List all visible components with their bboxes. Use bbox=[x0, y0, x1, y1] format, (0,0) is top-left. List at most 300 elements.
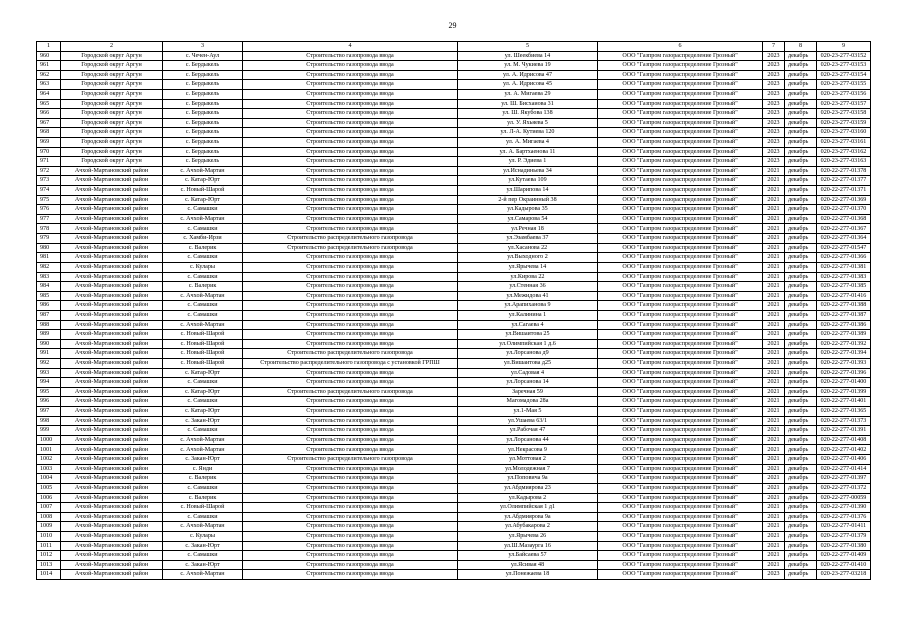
document-number-cell: 020-23-277-03156 bbox=[817, 89, 871, 99]
month-cell: декабрь bbox=[785, 282, 817, 292]
document-number-cell: 020-22-277-01416 bbox=[817, 291, 871, 301]
year-cell: 2021 bbox=[763, 503, 785, 513]
organization-cell: ООО "Газпром газораспределение Грозный" bbox=[598, 99, 763, 109]
table-row bbox=[37, 378, 871, 388]
organization-cell: ООО "Газпром газораспределение Грозный" bbox=[598, 61, 763, 71]
month-cell: декабрь bbox=[785, 512, 817, 522]
work-type-cell: Строительство газопровода ввода bbox=[243, 70, 458, 80]
month-cell: декабрь bbox=[785, 205, 817, 215]
document-number-cell: 020-22-277-01409 bbox=[817, 551, 871, 561]
district-cell: Ачхой-Мартановский район bbox=[61, 397, 163, 407]
organization-cell: ООО "Газпром газораспределение Грозный" bbox=[598, 512, 763, 522]
row-number-cell: 988 bbox=[37, 320, 61, 330]
year-cell: 2023 bbox=[763, 80, 785, 90]
work-type-cell: Строительство газопровода ввода bbox=[243, 483, 458, 493]
document-number-cell: 020-22-277-01383 bbox=[817, 272, 871, 282]
row-number-cell: 997 bbox=[37, 407, 61, 417]
work-type-cell: Строительство газопровода ввода bbox=[243, 426, 458, 436]
table-row bbox=[37, 407, 871, 417]
table-row bbox=[37, 349, 871, 359]
organization-cell: ООО "Газпром газораспределение Грозный" bbox=[598, 426, 763, 436]
address-cell: ул.Иснадиньева 34 bbox=[458, 166, 598, 176]
table-row bbox=[37, 272, 871, 282]
table-row bbox=[37, 426, 871, 436]
organization-cell: ООО "Газпром газораспределение Грозный" bbox=[598, 483, 763, 493]
district-cell: Ачхой-Мартановский район bbox=[61, 262, 163, 272]
row-number-cell: 1005 bbox=[37, 483, 61, 493]
district-cell: Ачхой-Мартановский район bbox=[61, 416, 163, 426]
organization-cell: ООО "Газпром газораспределение Грозный" bbox=[598, 157, 763, 167]
address-cell: ул.Абдмиярова 23 bbox=[458, 483, 598, 493]
address-cell: ул.Лорсанова 44 bbox=[458, 435, 598, 445]
month-cell: декабрь bbox=[785, 224, 817, 234]
month-cell: декабрь bbox=[785, 464, 817, 474]
row-number-cell: 1006 bbox=[37, 493, 61, 503]
organization-cell: ООО "Газпром газораспределение Грозный" bbox=[598, 234, 763, 244]
work-type-cell: Строительство газопровода ввода bbox=[243, 176, 458, 186]
district-cell: Ачхой-Мартановский район bbox=[61, 531, 163, 541]
district-cell: Ачхой-Мартановский район bbox=[61, 483, 163, 493]
address-cell: ул. Шеекбиева 14 bbox=[458, 51, 598, 61]
district-cell: Ачхой-Мартановский район bbox=[61, 349, 163, 359]
year-cell: 2021 bbox=[763, 483, 785, 493]
year-cell: 2023 bbox=[763, 70, 785, 80]
year-cell: 2021 bbox=[763, 234, 785, 244]
settlement-cell: с. Самашки bbox=[163, 378, 243, 388]
organization-cell: ООО "Газпром газораспределение Грозный" bbox=[598, 243, 763, 253]
address-cell: ул. Л-А. Кутиева 120 bbox=[458, 128, 598, 138]
month-cell: декабрь bbox=[785, 339, 817, 349]
year-cell: 2021 bbox=[763, 224, 785, 234]
district-cell: Ачхой-Мартановский район bbox=[61, 387, 163, 397]
work-type-cell: Строительство газопровода ввода bbox=[243, 464, 458, 474]
year-cell: 2021 bbox=[763, 474, 785, 484]
work-type-cell: Строительство газопровода ввода bbox=[243, 368, 458, 378]
row-number-cell: 993 bbox=[37, 368, 61, 378]
work-type-cell: Строительство газопровода ввода bbox=[243, 89, 458, 99]
year-cell: 2023 bbox=[763, 61, 785, 71]
address-cell: ул.Выходного 2 bbox=[458, 253, 598, 263]
row-number-cell: 1000 bbox=[37, 435, 61, 445]
address-cell: ул.Лорсанова 14 bbox=[458, 378, 598, 388]
address-cell: ул.Вишаитова д25 bbox=[458, 359, 598, 369]
document-number-cell: 020-22-277-00059 bbox=[817, 493, 871, 503]
district-cell: Ачхой-Мартановский район bbox=[61, 474, 163, 484]
work-type-cell: Строительство распределительного газопровода bbox=[243, 455, 458, 465]
organization-cell: ООО "Газпром газораспределение Грозный" bbox=[598, 137, 763, 147]
year-cell: 2021 bbox=[763, 378, 785, 388]
settlement-cell: с. Чечен-Аул bbox=[163, 51, 243, 61]
table-row bbox=[37, 570, 871, 580]
work-type-cell: Строительство газопровода ввода bbox=[243, 186, 458, 196]
work-type-cell: Строительство распределительного газопровода с установкой ГРПШ bbox=[243, 359, 458, 369]
work-type-cell: Строительство газопровода ввода bbox=[243, 397, 458, 407]
settlement-cell: с. Валерик bbox=[163, 474, 243, 484]
settlement-cell: с. Кулары bbox=[163, 531, 243, 541]
settlement-cell: с. Катар-Юрт bbox=[163, 195, 243, 205]
organization-cell: ООО "Газпром газораспределение Грозный" bbox=[598, 531, 763, 541]
district-cell: Ачхой-Мартановский район bbox=[61, 214, 163, 224]
work-type-cell: Строительство газопровода ввода bbox=[243, 157, 458, 167]
document-number-cell: 020-22-277-01379 bbox=[817, 531, 871, 541]
month-cell: декабрь bbox=[785, 503, 817, 513]
organization-cell: ООО "Газпром газораспределение Грозный" bbox=[598, 128, 763, 138]
table-row bbox=[37, 186, 871, 196]
row-number-cell: 1010 bbox=[37, 531, 61, 541]
address-cell: ул.Моттовая 2 bbox=[458, 455, 598, 465]
row-number-cell: 977 bbox=[37, 214, 61, 224]
work-type-cell: Строительство газопровода ввода bbox=[243, 224, 458, 234]
document-number-cell: 020-23-277-03161 bbox=[817, 137, 871, 147]
organization-cell: ООО "Газпром газораспределение Грозный" bbox=[598, 474, 763, 484]
address-cell: ул.Олимпийская 1 д.6 bbox=[458, 339, 598, 349]
district-cell: Ачхой-Мартановский район bbox=[61, 253, 163, 263]
address-cell: ул.Кутаева 109 bbox=[458, 176, 598, 186]
row-number-cell: 998 bbox=[37, 416, 61, 426]
month-cell: декабрь bbox=[785, 359, 817, 369]
address-cell: ул.Лорсанова д9 bbox=[458, 349, 598, 359]
document-number-cell: 020-22-277-01380 bbox=[817, 541, 871, 551]
month-cell: декабрь bbox=[785, 80, 817, 90]
table-row bbox=[37, 512, 871, 522]
month-cell: декабрь bbox=[785, 435, 817, 445]
row-number-cell: 979 bbox=[37, 234, 61, 244]
work-type-cell: Строительство газопровода ввода bbox=[243, 301, 458, 311]
settlement-cell: с. Самашки bbox=[163, 253, 243, 263]
district-cell: Ачхой-Мартановский район bbox=[61, 176, 163, 186]
year-cell: 2021 bbox=[763, 522, 785, 532]
organization-cell: ООО "Газпром газораспределение Грозный" bbox=[598, 349, 763, 359]
table-row bbox=[37, 147, 871, 157]
row-number-cell: 996 bbox=[37, 397, 61, 407]
year-cell: 2021 bbox=[763, 330, 785, 340]
address-cell: Заречная 59 bbox=[458, 387, 598, 397]
column-header: 7 bbox=[763, 42, 785, 52]
row-number-cell: 1008 bbox=[37, 512, 61, 522]
organization-cell: ООО "Газпром газораспределение Грозный" bbox=[598, 320, 763, 330]
work-type-cell: Строительство газопровода ввода bbox=[243, 474, 458, 484]
table-row bbox=[37, 541, 871, 551]
district-cell: Ачхой-Мартановский район bbox=[61, 541, 163, 551]
table-row bbox=[37, 166, 871, 176]
settlement-cell: с. Хамби-Ирзи bbox=[163, 234, 243, 244]
table-row bbox=[37, 137, 871, 147]
work-type-cell: Строительство газопровода ввода bbox=[243, 445, 458, 455]
table-row bbox=[37, 262, 871, 272]
address-cell: ул.Сагаева 4 bbox=[458, 320, 598, 330]
district-cell: Городской округ Аргун bbox=[61, 89, 163, 99]
settlement-cell: с. Самашки bbox=[163, 426, 243, 436]
year-cell: 2021 bbox=[763, 493, 785, 503]
row-number-cell: 992 bbox=[37, 359, 61, 369]
year-cell: 2021 bbox=[763, 407, 785, 417]
month-cell: декабрь bbox=[785, 570, 817, 580]
table-row bbox=[37, 531, 871, 541]
month-cell: декабрь bbox=[785, 378, 817, 388]
table-row bbox=[37, 291, 871, 301]
column-header: 8 bbox=[785, 42, 817, 52]
district-cell: Городской округ Аргун bbox=[61, 99, 163, 109]
document-number-cell: 020-22-277-01401 bbox=[817, 397, 871, 407]
organization-cell: ООО "Газпром газораспределение Грозный" bbox=[598, 359, 763, 369]
document-number-cell: 020-22-277-01399 bbox=[817, 387, 871, 397]
table-row bbox=[37, 551, 871, 561]
document-number-cell: 020-23-277-03158 bbox=[817, 109, 871, 119]
month-cell: декабрь bbox=[785, 493, 817, 503]
month-cell: декабрь bbox=[785, 426, 817, 436]
month-cell: декабрь bbox=[785, 157, 817, 167]
address-cell: ул.Эзамбаева 37 bbox=[458, 234, 598, 244]
table-row bbox=[37, 387, 871, 397]
document-number-cell: 020-22-277-01378 bbox=[817, 166, 871, 176]
district-cell: Ачхой-Мартановский район bbox=[61, 234, 163, 244]
district-cell: Ачхой-Мартановский район bbox=[61, 368, 163, 378]
month-cell: декабрь bbox=[785, 147, 817, 157]
organization-cell: ООО "Газпром газораспределение Грозный" bbox=[598, 310, 763, 320]
row-number-cell: 1009 bbox=[37, 522, 61, 532]
row-number-cell: 1003 bbox=[37, 464, 61, 474]
row-number-cell: 986 bbox=[37, 301, 61, 311]
month-cell: декабрь bbox=[785, 483, 817, 493]
district-cell: Ачхой-Мартановский район bbox=[61, 272, 163, 282]
table-row bbox=[37, 483, 871, 493]
year-cell: 2021 bbox=[763, 243, 785, 253]
district-cell: Ачхой-Мартановский район bbox=[61, 570, 163, 580]
address-cell: ул. У. Яхьяева 5 bbox=[458, 118, 598, 128]
year-cell: 2021 bbox=[763, 186, 785, 196]
organization-cell: ООО "Газпром газораспределение Грозный" bbox=[598, 282, 763, 292]
row-number-cell: 975 bbox=[37, 195, 61, 205]
year-cell: 2021 bbox=[763, 416, 785, 426]
document-number-cell: 020-22-277-01414 bbox=[817, 464, 871, 474]
work-type-cell: Строительство газопровода ввода bbox=[243, 560, 458, 570]
year-cell: 2021 bbox=[763, 531, 785, 541]
district-cell: Ачхой-Мартановский район bbox=[61, 301, 163, 311]
month-cell: декабрь bbox=[785, 387, 817, 397]
column-header: 2 bbox=[61, 42, 163, 52]
row-number-cell: 974 bbox=[37, 186, 61, 196]
organization-cell: ООО "Газпром газораспределение Грозный" bbox=[598, 262, 763, 272]
month-cell: декабрь bbox=[785, 70, 817, 80]
document-number-cell: 020-23-277-03153 bbox=[817, 61, 871, 71]
document-number-cell: 020-22-277-01406 bbox=[817, 455, 871, 465]
register-body bbox=[37, 51, 871, 580]
month-cell: декабрь bbox=[785, 99, 817, 109]
address-cell: ул. Р. Эдиева 1 bbox=[458, 157, 598, 167]
work-type-cell: Строительство газопровода ввода bbox=[243, 378, 458, 388]
row-number-cell: 995 bbox=[37, 387, 61, 397]
district-cell: Ачхой-Мартановский район bbox=[61, 503, 163, 513]
document-number-cell: 020-22-277-01402 bbox=[817, 445, 871, 455]
document-number-cell: 020-22-277-01367 bbox=[817, 224, 871, 234]
work-type-cell: Строительство газопровода ввода bbox=[243, 416, 458, 426]
year-cell: 2021 bbox=[763, 426, 785, 436]
work-type-cell: Строительство распределительного газопровода bbox=[243, 243, 458, 253]
address-cell: ул. Ш. Якубова 138 bbox=[458, 109, 598, 119]
month-cell: декабрь bbox=[785, 195, 817, 205]
document-number-cell: 020-22-277-01408 bbox=[817, 435, 871, 445]
year-cell: 2023 bbox=[763, 89, 785, 99]
address-cell: ул.Кадырова 35 bbox=[458, 205, 598, 215]
table-row bbox=[37, 99, 871, 109]
address-cell: ул. Ш. Бисхаиова 31 bbox=[458, 99, 598, 109]
table-row bbox=[37, 51, 871, 61]
row-number-cell: 971 bbox=[37, 157, 61, 167]
organization-cell: ООО "Газпром газораспределение Грозный" bbox=[598, 570, 763, 580]
address-cell: ул.Рабочая 47 bbox=[458, 426, 598, 436]
settlement-cell: с. Валерик bbox=[163, 282, 243, 292]
settlement-cell: с. Самашки bbox=[163, 483, 243, 493]
address-cell: ул.Кадырова 2 bbox=[458, 493, 598, 503]
row-number-cell: 1007 bbox=[37, 503, 61, 513]
organization-cell: ООО "Газпром газораспределение Грозный" bbox=[598, 272, 763, 282]
address-cell: ул.Калинина 1 bbox=[458, 310, 598, 320]
address-cell: ул.Вишаитова 25 bbox=[458, 330, 598, 340]
column-header: 3 bbox=[163, 42, 243, 52]
year-cell: 2021 bbox=[763, 205, 785, 215]
row-number-cell: 973 bbox=[37, 176, 61, 186]
document-number-cell: 020-22-277-01371 bbox=[817, 186, 871, 196]
work-type-cell: Строительство газопровода ввода bbox=[243, 551, 458, 561]
document-number-cell: 020-22-277-01393 bbox=[817, 359, 871, 369]
row-number-cell: 994 bbox=[37, 378, 61, 388]
month-cell: декабрь bbox=[785, 474, 817, 484]
document-number-cell: 020-22-277-01381 bbox=[817, 262, 871, 272]
year-cell: 2021 bbox=[763, 349, 785, 359]
district-cell: Ачхой-Мартановский район bbox=[61, 320, 163, 330]
document-number-cell: 020-22-277-01366 bbox=[817, 253, 871, 263]
year-cell: 2021 bbox=[763, 291, 785, 301]
year-cell: 2023 bbox=[763, 109, 785, 119]
document-number-cell: 020-22-277-01373 bbox=[817, 416, 871, 426]
district-cell: Ачхой-Мартановский район bbox=[61, 243, 163, 253]
work-type-cell: Строительство газопровода ввода bbox=[243, 61, 458, 71]
month-cell: декабрь bbox=[785, 253, 817, 263]
address-cell: ул.Олимпийская 1 д1 bbox=[458, 503, 598, 513]
document-number-cell: 020-23-277-03218 bbox=[817, 570, 871, 580]
work-type-cell: Строительство газопровода ввода bbox=[243, 137, 458, 147]
organization-cell: ООО "Газпром газораспределение Грозный" bbox=[598, 166, 763, 176]
table-row bbox=[37, 128, 871, 138]
document-number-cell: 020-22-277-01397 bbox=[817, 474, 871, 484]
organization-cell: ООО "Газпром газораспределение Грозный" bbox=[598, 176, 763, 186]
month-cell: декабрь bbox=[785, 330, 817, 340]
year-cell: 2021 bbox=[763, 301, 785, 311]
district-cell: Ачхой-Мартановский район bbox=[61, 282, 163, 292]
work-type-cell: Строительство газопровода ввода bbox=[243, 253, 458, 263]
header-row bbox=[37, 42, 871, 52]
month-cell: декабрь bbox=[785, 416, 817, 426]
document-number-cell: 020-22-277-01388 bbox=[817, 301, 871, 311]
table-row bbox=[37, 70, 871, 80]
month-cell: декабрь bbox=[785, 243, 817, 253]
organization-cell: ООО "Газпром газораспределение Грозный" bbox=[598, 464, 763, 474]
organization-cell: ООО "Газпром газораспределение Грозный" bbox=[598, 51, 763, 61]
document-number-cell: 020-23-277-03154 bbox=[817, 70, 871, 80]
row-number-cell: 1004 bbox=[37, 474, 61, 484]
organization-cell: ООО "Газпром газораспределение Грозный" bbox=[598, 147, 763, 157]
address-cell: ул. А. Бартхаенова 11 bbox=[458, 147, 598, 157]
settlement-cell: с. Янди bbox=[163, 464, 243, 474]
district-cell: Ачхой-Мартановский район bbox=[61, 359, 163, 369]
table-row bbox=[37, 214, 871, 224]
address-cell: ул.Ушаева 63/1 bbox=[458, 416, 598, 426]
address-cell: ул.Абубакарова 2 bbox=[458, 522, 598, 532]
work-type-cell: Строительство газопровода ввода bbox=[243, 407, 458, 417]
work-type-cell: Строительство газопровода ввода bbox=[243, 570, 458, 580]
year-cell: 2021 bbox=[763, 435, 785, 445]
table-row bbox=[37, 435, 871, 445]
address-cell: ул.1-Мая 5 bbox=[458, 407, 598, 417]
settlement-cell: с. Катар-Юрт bbox=[163, 368, 243, 378]
month-cell: декабрь bbox=[785, 291, 817, 301]
district-cell: Ачхой-Мартановский район bbox=[61, 551, 163, 561]
year-cell: 2021 bbox=[763, 560, 785, 570]
settlement-cell: с. Бердыкель bbox=[163, 137, 243, 147]
year-cell: 2023 bbox=[763, 51, 785, 61]
month-cell: декабрь bbox=[785, 214, 817, 224]
month-cell: декабрь bbox=[785, 551, 817, 561]
settlement-cell: с. Самашки bbox=[163, 512, 243, 522]
work-type-cell: Строительство газопровода ввода bbox=[243, 147, 458, 157]
month-cell: декабрь bbox=[785, 301, 817, 311]
organization-cell: ООО "Газпром газораспределение Грозный" bbox=[598, 407, 763, 417]
district-cell: Ачхой-Мартановский район bbox=[61, 339, 163, 349]
district-cell: Городской округ Аргун bbox=[61, 137, 163, 147]
organization-cell: ООО "Газпром газораспределение Грозный" bbox=[598, 109, 763, 119]
table-row bbox=[37, 89, 871, 99]
document-number-cell: 020-22-277-01376 bbox=[817, 512, 871, 522]
month-cell: декабрь bbox=[785, 445, 817, 455]
month-cell: декабрь bbox=[785, 522, 817, 532]
organization-cell: ООО "Газпром газораспределение Грозный" bbox=[598, 493, 763, 503]
address-cell: Магомадова 28а bbox=[458, 397, 598, 407]
year-cell: 2021 bbox=[763, 339, 785, 349]
work-type-cell: Строительство газопровода ввода bbox=[243, 262, 458, 272]
table-row bbox=[37, 416, 871, 426]
settlement-cell: с. Закан-Юрт bbox=[163, 560, 243, 570]
year-cell: 2021 bbox=[763, 282, 785, 292]
month-cell: декабрь bbox=[785, 118, 817, 128]
year-cell: 2023 bbox=[763, 128, 785, 138]
row-number-cell: 991 bbox=[37, 349, 61, 359]
work-type-cell: Строительство газопровода ввода bbox=[243, 99, 458, 109]
district-cell: Городской округ Аргун bbox=[61, 128, 163, 138]
row-number-cell: 968 bbox=[37, 128, 61, 138]
district-cell: Городской округ Аргун bbox=[61, 118, 163, 128]
column-header: 6 bbox=[598, 42, 763, 52]
settlement-cell: с. Бердыкель bbox=[163, 109, 243, 119]
settlement-cell: с. Новый-Шарой bbox=[163, 186, 243, 196]
document-number-cell: 020-22-277-01370 bbox=[817, 205, 871, 215]
work-type-cell: Строительство газопровода ввода bbox=[243, 493, 458, 503]
work-type-cell: Строительство газопровода ввода bbox=[243, 195, 458, 205]
settlement-cell: с. Самашки bbox=[163, 301, 243, 311]
address-cell: ул.Кирова 22 bbox=[458, 272, 598, 282]
row-number-cell: 962 bbox=[37, 70, 61, 80]
table-row bbox=[37, 118, 871, 128]
address-cell: ул. А. Идрисова 45 bbox=[458, 80, 598, 90]
row-number-cell: 984 bbox=[37, 282, 61, 292]
table-row bbox=[37, 339, 871, 349]
year-cell: 2021 bbox=[763, 176, 785, 186]
row-number-cell: 1002 bbox=[37, 455, 61, 465]
table-row bbox=[37, 282, 871, 292]
settlement-cell: с. Катар-Юрт bbox=[163, 387, 243, 397]
address-cell: ул.Шарипова 14 bbox=[458, 186, 598, 196]
settlement-cell: с. Бердыкель bbox=[163, 61, 243, 71]
organization-cell: ООО "Газпром газораспределение Грозный" bbox=[598, 445, 763, 455]
